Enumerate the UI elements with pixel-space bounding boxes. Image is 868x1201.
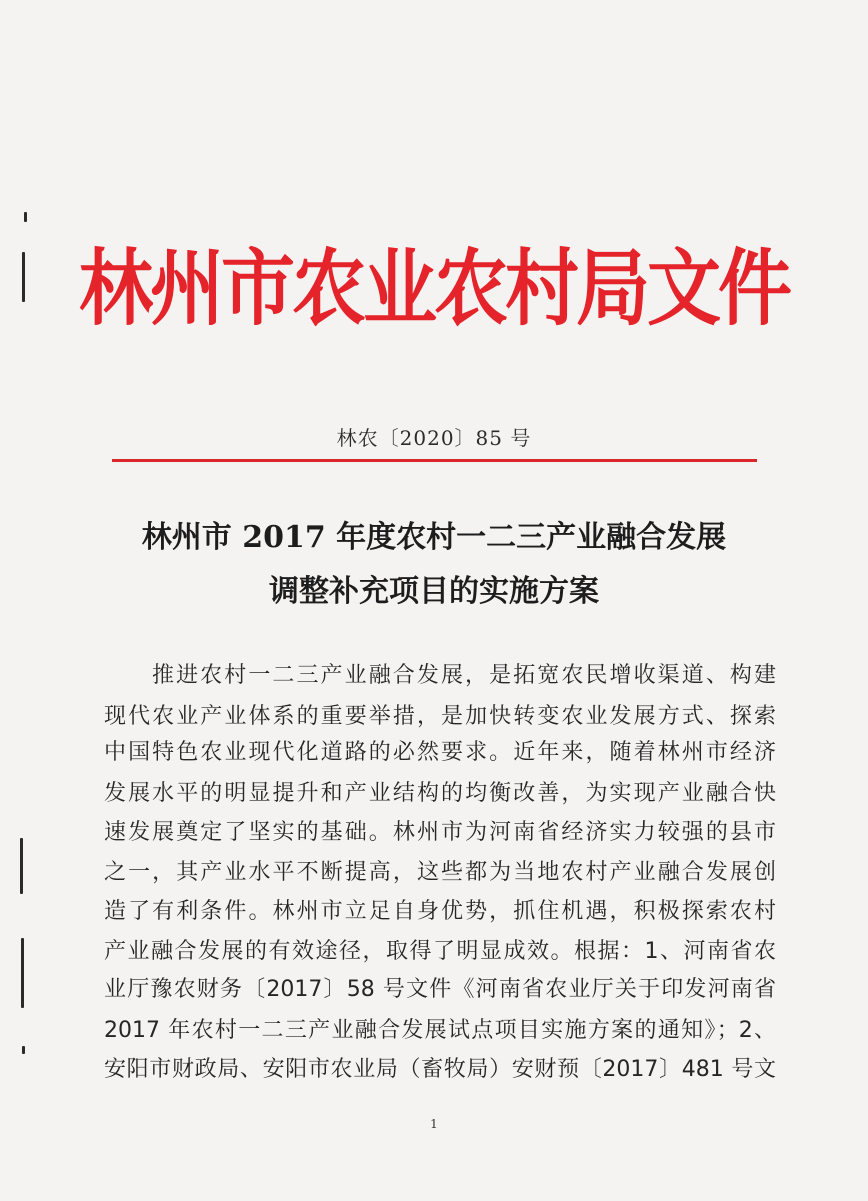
body-text-line: 发展水平的明显提升和产业结构的均衡改善，为实现产业融合快 <box>104 781 776 806</box>
document-title-line-1: 林州市 2017 年度农村一二三产业融合发展 <box>141 520 727 555</box>
body-text-line: 业厅豫农财务〔2017〕58 号文件《河南省农业厅关于印发河南省 <box>104 977 776 1002</box>
binding-mark <box>22 1046 25 1054</box>
body-text-line: 造了有利条件。林州市立足自身优势，抓住机遇，积极探索农村 <box>104 899 776 924</box>
body-text-line: 安阳市财政局、安阳市农业局（畜牧局）安财预〔2017〕481 号文 <box>104 1057 776 1082</box>
document-title-line-2: 调整补充项目的实施方案 <box>269 574 599 609</box>
body-text-line: 中国特色农业现代化道路的必然要求。近年来，随着林州市经济 <box>104 740 776 765</box>
red-divider-rule <box>112 459 757 462</box>
page-number: 1 <box>430 1117 438 1131</box>
body-text-line: 2017 年农村一二三产业融合发展试点项目实施方案的通知》；2、 <box>104 1018 776 1043</box>
body-text-line: 现代农业产业体系的重要举措，是加快转变农业发展方式、探索 <box>104 704 776 729</box>
binding-mark <box>20 838 23 894</box>
body-text-line: 推进农村一二三产业融合发展，是拓宽农民增收渠道、构建 <box>152 663 776 688</box>
binding-mark <box>24 212 27 222</box>
body-text-line: 之一，其产业水平不断提高，这些都为当地农村产业融合发展创 <box>104 860 776 885</box>
document-number: 林农〔2020〕85 号 <box>336 426 532 450</box>
document-masthead: 林州市农业农村局文件 <box>79 241 789 338</box>
body-text-line: 速发展奠定了坚实的基础。林州市为河南省经济实力较强的县市 <box>104 820 776 845</box>
binding-mark <box>21 938 24 1008</box>
body-text-line: 产业融合发展的有效途径，取得了明显成效。根据：1、河南省农 <box>104 939 776 964</box>
